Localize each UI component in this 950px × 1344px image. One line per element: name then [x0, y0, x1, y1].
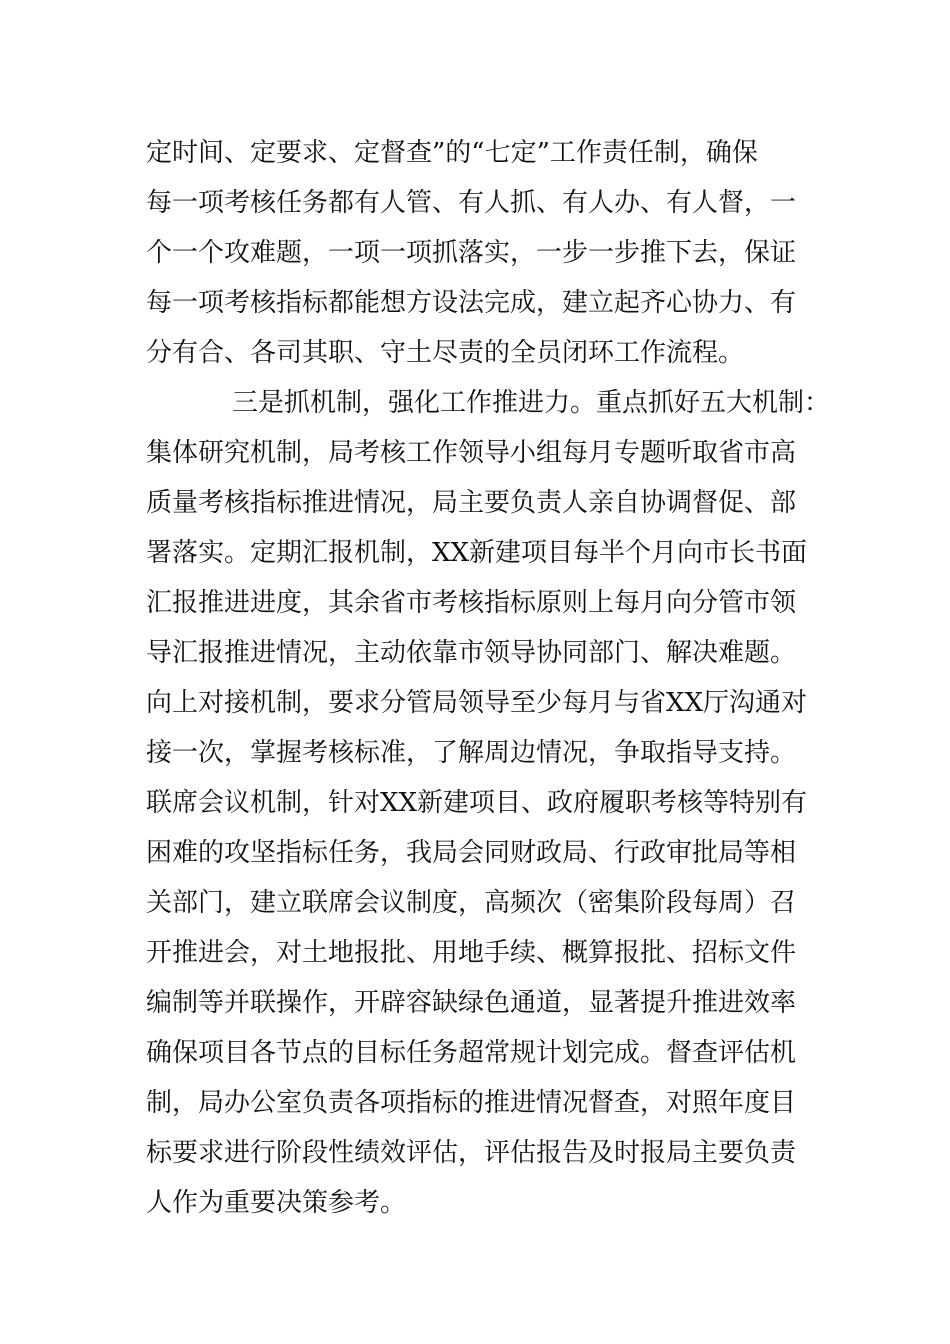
- text-line: 分有合、各司其职、守土尽责的全员闭环工作流程。: [146, 338, 745, 368]
- text-line: 标要求进行阶段性绩效评估，评估报告及时报局主要负责: [146, 1138, 797, 1168]
- text-line: 个一个攻难题，一项一项抓落实，一步一步推下去，保证: [146, 238, 797, 268]
- text-line: 开推进会，对土地报批、用地手续、概算报批、招标文件: [146, 938, 797, 968]
- text-line: 署落实。定期汇报机制，XX新建项目每半个月向市长书面: [146, 538, 808, 568]
- text-line: 导汇报推进情况，主动依靠市领导协同部门、解决难题。: [146, 638, 797, 668]
- text-line: 确保项目各节点的目标任务超常规计划完成。督查评估机: [146, 1038, 797, 1068]
- text-line: 人作为重要决策参考。: [146, 1188, 407, 1218]
- text-line: 制，局办公室负责各项指标的推进情况督查，对照年度目: [146, 1088, 797, 1118]
- text-line: 关部门，建立联席会议制度，高频次（密集阶段每周）召: [146, 888, 797, 918]
- text-line: 质量考核指标推进情况，局主要负责人亲自协调督促、部: [146, 488, 797, 518]
- text-line: 向上对接机制，要求分管局领导至少每月与省XX厅沟通对: [146, 688, 808, 718]
- text-line: 接一次，掌握考核标准，了解周边情况，争取指导支持。: [146, 738, 797, 768]
- text-line: 定时间、定要求、定督查”的“七定”工作责任制，确保: [146, 138, 758, 168]
- text-line: 困难的攻坚指标任务，我局会同财政局、行政审批局等相: [146, 838, 797, 868]
- text-line: 集体研究机制，局考核工作领导小组每月专题听取省市高: [146, 438, 797, 468]
- text-line: 每一项考核任务都有人管、有人抓、有人办、有人督，一: [146, 188, 797, 218]
- text-line: 编制等并联操作，开辟容缺绿色通道，显著提升推进效率: [146, 988, 797, 1018]
- text-line: 汇报推进进度，其余省市考核指标原则上每月向分管市领: [146, 588, 797, 618]
- text-line: 每一项考核指标都能想方设法完成，建立起齐心协力、有: [146, 288, 797, 318]
- paragraph-heading-line: 三是抓机制，强化工作推进力。重点抓好五大机制：: [232, 388, 831, 418]
- text-line: 联席会议机制，针对XX新建项目、政府履职考核等特别有: [146, 788, 808, 818]
